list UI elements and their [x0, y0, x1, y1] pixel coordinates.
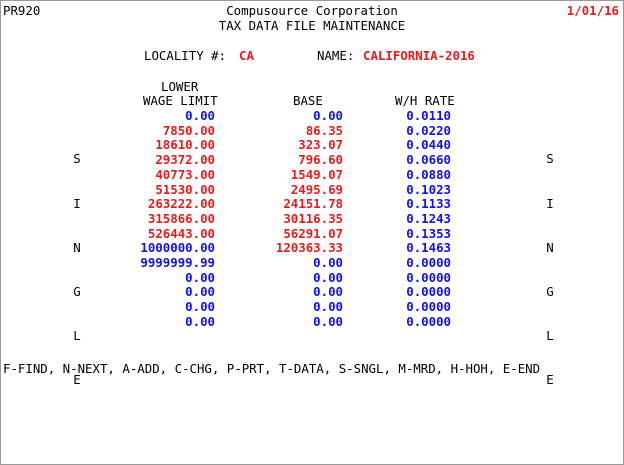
status-letter: L — [73, 327, 81, 343]
wage-limit-cell[interactable]: 40773.00 — [155, 166, 215, 182]
wage-limit-cell[interactable]: 0.00 — [185, 299, 215, 315]
base-cell[interactable]: 24151.78 — [283, 196, 343, 212]
base-cell[interactable]: 0.00 — [313, 108, 343, 123]
command-line[interactable]: F-FIND, N-NEXT, A-ADD, C-CHG, P-PRT, T-DATA, S-SNGL, M-MRD, H-HOH, E-END — [3, 361, 541, 376]
wage-limit-cell[interactable]: 0.00 — [185, 269, 215, 285]
status-letter: G — [73, 283, 81, 299]
base-cell[interactable]: 0.00 — [313, 255, 343, 270]
company-name: Compusource Corporation — [226, 3, 398, 18]
status-letter: S — [546, 151, 554, 167]
status-letter: N — [73, 239, 81, 255]
base-cell[interactable]: 2495.69 — [290, 181, 343, 197]
wh-rate-cell[interactable]: 0.0880 — [406, 166, 451, 182]
wage-limit-cell[interactable]: 0.00 — [185, 284, 215, 300]
locality-label: LOCALITY #: — [144, 48, 227, 63]
status-letter: E — [546, 371, 554, 387]
locality-field[interactable]: CA — [239, 48, 254, 63]
single-label-right — [544, 123, 556, 417]
wage-limit-cell[interactable]: 9999999.99 — [140, 255, 215, 270]
base-cell[interactable]: 0.00 — [313, 313, 343, 329]
base-cell[interactable]: 86.35 — [305, 122, 343, 138]
wage-limit-header-line1: LOWER — [161, 79, 199, 94]
base-cell[interactable]: 30116.35 — [283, 210, 343, 226]
status-letter: L — [546, 327, 554, 343]
wage-limit-cell[interactable]: 0.00 — [185, 313, 215, 329]
base-cell[interactable]: 1549.07 — [290, 166, 343, 182]
wage-limit-cell[interactable]: 29372.00 — [155, 152, 215, 168]
base-cell[interactable]: 0.00 — [313, 284, 343, 300]
base-header: BASE — [293, 93, 323, 108]
wage-limit-cell[interactable]: 18610.00 — [155, 137, 215, 153]
wh-rate-cell[interactable]: 0.0660 — [406, 152, 451, 168]
wage-limit-cell[interactable]: 526443.00 — [147, 225, 215, 241]
status-letter: N — [546, 239, 554, 255]
wh-rate-header: W/H RATE — [395, 93, 455, 108]
wh-rate-cell[interactable]: 0.1463 — [406, 240, 451, 256]
wh-rate-cell[interactable]: 0.1023 — [406, 181, 451, 197]
status-letter: G — [546, 283, 554, 299]
base-cell[interactable]: 0.00 — [313, 299, 343, 315]
name-field[interactable]: CALIFORNIA-2016 — [363, 48, 475, 63]
wh-rate-cell[interactable]: 0.0000 — [406, 269, 451, 285]
wage-limit-cell[interactable]: 1000000.00 — [140, 240, 215, 256]
wh-rate-cell[interactable]: 0.0110 — [406, 108, 451, 123]
status-letter: E — [73, 371, 81, 387]
wh-rate-cell[interactable]: 0.0440 — [406, 137, 451, 153]
base-cell[interactable]: 796.60 — [298, 152, 343, 168]
wh-rate-cell[interactable]: 0.0000 — [406, 255, 451, 270]
wage-limit-cell[interactable]: 51530.00 — [155, 181, 215, 197]
base-cell[interactable]: 0.00 — [313, 269, 343, 285]
wh-rate-cell[interactable]: 0.0000 — [406, 299, 451, 315]
base-cell[interactable]: 56291.07 — [283, 225, 343, 241]
base-cell[interactable]: 120363.33 — [275, 240, 343, 256]
screen-title: TAX DATA FILE MAINTENANCE — [218, 18, 406, 33]
base-cell[interactable]: 323.07 — [298, 137, 343, 153]
wage-limit-header-line2: WAGE LIMIT — [143, 93, 218, 108]
wh-rate-cell[interactable]: 0.1243 — [406, 210, 451, 226]
wh-rate-cell[interactable]: 0.1353 — [406, 225, 451, 241]
wh-rate-cell[interactable]: 0.0000 — [406, 313, 451, 329]
wh-rate-cell[interactable]: 0.0220 — [406, 122, 451, 138]
wh-rate-cell[interactable]: 0.1133 — [406, 196, 451, 212]
name-label: NAME: — [317, 48, 355, 63]
wage-limit-cell[interactable]: 263222.00 — [147, 196, 215, 212]
wage-limit-cell[interactable]: 315866.00 — [147, 210, 215, 226]
wage-limit-cell[interactable]: 0.00 — [185, 108, 215, 123]
status-letter: I — [546, 195, 554, 211]
program-id: PR920 — [3, 3, 41, 18]
status-letter: S — [73, 151, 81, 167]
wage-limit-cell[interactable]: 7850.00 — [162, 122, 215, 138]
system-date: 1/01/16 — [566, 3, 619, 18]
status-letter: I — [73, 195, 81, 211]
wh-rate-cell[interactable]: 0.0000 — [406, 284, 451, 300]
